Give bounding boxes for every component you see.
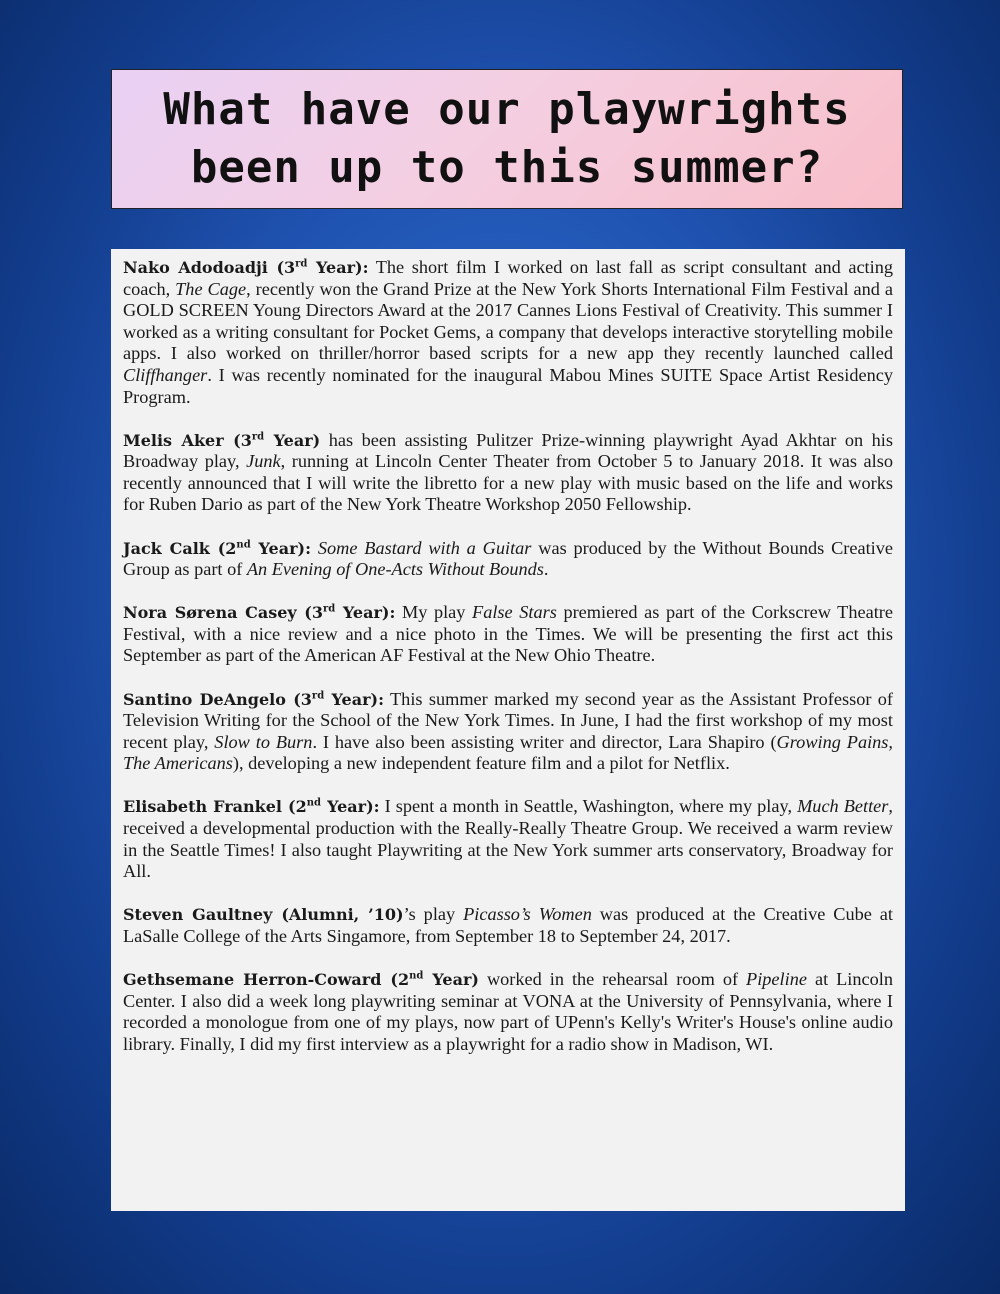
playwright-name: [123, 431, 320, 450]
entry-text: . I have also been assisting writer and director, Lara Shapiro (: [312, 731, 777, 752]
year-ordinal: rd: [311, 690, 325, 702]
entry-text: worked in the rehearsal room of: [478, 968, 747, 989]
playwright-entry: [123, 538, 893, 581]
entry-text: . I was recently nominated for the inaugural Mabou Mines SUITE Space Artist Residency Program.: [123, 364, 893, 407]
playwright-name: [123, 905, 404, 924]
year-ordinal: nd: [236, 539, 251, 551]
playwright-entry: [123, 796, 893, 882]
work-title: Much Better: [797, 796, 889, 817]
work-title: The Cage: [175, 278, 247, 299]
year-label: Year):: [324, 689, 385, 709]
work-title: False Stars: [472, 602, 557, 623]
playwright-entry: [123, 689, 893, 775]
playwright-name: [123, 539, 311, 558]
work-title: Slow to Burn: [214, 731, 313, 752]
year-label: Year):: [335, 603, 396, 623]
playwright-name: [123, 970, 479, 989]
work-title: Pipeline: [746, 968, 807, 989]
entry-text: [311, 538, 318, 558]
entry-text: , running at Lincoln Center Theater from October 5 to January 2018. It was also recently announced that I will write the libretto for a new play with music based on the life and works for Ruben Dario as part of the New York Theatre Workshop 2050 Fellowship.: [123, 451, 894, 515]
work-title: An Evening of One-Acts Without Bounds: [246, 559, 544, 580]
playwright-name: [123, 258, 368, 277]
name-text: Melis Aker (3: [123, 430, 252, 450]
year-label: Year):: [307, 258, 369, 277]
work-title: Cliffhanger: [123, 364, 208, 385]
playwright-entry: [123, 257, 893, 408]
entry-text: ’s play: [403, 904, 464, 925]
entry-text: , recently won the Grand Prize at the New York Shorts International Film Festival and a GOLD SCREEN Young Directors Award at the 2017 Cannes Lions Festival of Creativity. This summer I worked as a writing consultant for Pocket Gems, a company that develops interactive storytelling mobile apps. I also worked on thriller/horror based scripts for a new app they recently launched called: [123, 278, 893, 364]
entry-text: at Lincoln Center. I also did a week long playwriting seminar at VONA at the University of Pennsylvania, where I recorded a monologue from one of my plays, now part of UPenn's Kelly's Writer's House's online audio library. Finally, I did my first interview as a playwright for a radio show in Madison, WI.: [123, 968, 893, 1054]
playwright-name: [123, 603, 395, 622]
year-label: Year):: [321, 797, 380, 817]
entry-text: The short film I worked on last fall as script consultant and acting coach,: [123, 257, 893, 299]
year-label: Year):: [250, 538, 312, 558]
name-text: Gethsemane Herron-Coward (2: [123, 969, 410, 989]
news-content: [111, 249, 905, 1211]
playwright-name: [123, 797, 380, 816]
name-text: Elisabeth Frankel (2: [123, 797, 307, 817]
name-text: Nako Adodoadji (3: [123, 258, 296, 277]
entry-text: This summer marked my second year as the Assistant Professor of Television Writing for the School of the New York Times. In June, I had the first workshop of my most recent play,: [123, 688, 894, 752]
year-ordinal: nd: [409, 970, 424, 982]
year-ordinal: rd: [251, 431, 265, 443]
playwright-entry: [123, 904, 893, 947]
playwright-entry: [123, 430, 893, 516]
entry-text: .: [543, 559, 549, 580]
entry-text: I spent a month in Seattle, Washington, where my play,: [379, 796, 798, 817]
work-title: Junk: [246, 451, 281, 472]
work-title: Growing Pains, The Americans: [123, 731, 893, 774]
year-label: Year): [264, 430, 321, 450]
entry-text: was produced by the Without Bounds Creative Group as part of: [123, 537, 893, 580]
name-text: Santino DeAngelo (3: [123, 689, 312, 709]
playwright-entry: [123, 602, 893, 667]
work-title: Picasso’s Women: [463, 904, 592, 925]
entry-text: premiered as part of the Corkscrew Theatre Festival, with a nice review and a nice photo in the Times. We will be presenting the first act this September as part of the American AF Festival at the New Ohio Theatre.: [123, 602, 894, 666]
playwright-entry: [123, 969, 893, 1055]
title-line-2: been up to this summer?: [190, 142, 824, 193]
title-line-1: What have our playwrights: [163, 84, 851, 135]
entry-text: has been assisting Pulitzer Prize-winning playwright Ayad Akhtar on his Broadway play,: [123, 429, 893, 472]
name-text: Steven Gaultney (Alumni, ’10): [123, 905, 404, 925]
year-label: Year): [423, 969, 479, 989]
entry-text: ), developing a new independent feature film and a pilot for Netflix.: [232, 753, 730, 774]
work-title: Some Bastard with a Guitar: [317, 537, 532, 558]
entry-text: , received a developmental production with the Really-Really Theatre Group. We received a warm review in the Seattle Times! I also taught Playwriting at the New York summer arts conservatory, Broadway for All.: [123, 796, 893, 882]
name-text: Nora Sørena Casey (3: [123, 603, 324, 623]
playwright-name: [123, 690, 384, 709]
year-ordinal: nd: [306, 798, 322, 810]
entry-text: My play: [395, 602, 473, 623]
title-banner: [111, 69, 903, 209]
name-text: Jack Calk (2: [123, 538, 237, 558]
year-ordinal: rd: [295, 258, 308, 270]
year-ordinal: rd: [323, 603, 336, 615]
entry-text: was produced at the Creative Cube at LaSalle College of the Arts Singamore, from September 18 to September 24, 2017.: [123, 904, 894, 946]
page-title: [163, 81, 850, 197]
